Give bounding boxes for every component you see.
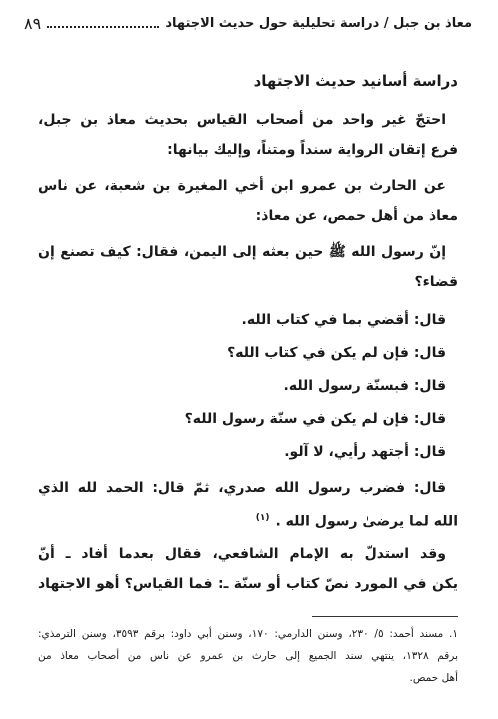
- paragraph-line: إنّ رسول الله ﷺ حين بعثه إلى اليمن، فقال: كيف تصنع إن: [38, 244, 446, 260]
- paragraph-line: وقد استدلّ به الإمام الشافعي، فقال بعدما أفاد ـ أنّ: [38, 546, 446, 562]
- paragraph-line: يكن في المورد نصّ كتاب أو سنّة ـ: فما القياس؟ أهو الاجتهاد: [38, 576, 458, 592]
- section-heading: دراسة أسانيد حديث الاجتهاد: [253, 72, 458, 90]
- footnote-line: ١. مسند أحمد: ٥/ ٢٣٠، وسنن الدارمي: ١٧٠، وسنن أبي داود: برقم ٣٥٩٣، وسنن الترمذي:: [38, 628, 458, 640]
- footnote-marker: (١): [255, 513, 270, 523]
- page-number: ٨٩: [24, 13, 42, 33]
- paragraph-line: قضاء؟: [414, 274, 458, 290]
- footnote-separator: [312, 616, 458, 617]
- paragraph-line: عن الحارث بن عمرو ابن أخي المغيرة بن شعبة، عن ناس: [38, 178, 446, 194]
- dialogue-line: قال: فإن لم يكن في سنّة رسول الله؟: [184, 411, 446, 427]
- dialogue-line: قال: أجتهد رأيي، لا آلو.: [284, 444, 446, 460]
- dialogue-line: قال: أقضي بما في كتاب الله.: [241, 312, 446, 328]
- dialogue-line: قال: فإن لم يكن في كتاب الله؟: [227, 345, 446, 361]
- paragraph-line: [38, 506, 458, 530]
- paragraph-text: الله لما يرضىٰ رسول الله .: [275, 513, 458, 530]
- footnote-line: برقم ١٣٢٨، ينتهي سند الجميع إلى حارث بن عمرو عن ناس من أصحاب معاذ من: [38, 650, 458, 662]
- running-title: معاذ بن جبل / دراسة تحليلية حول حديث الاجتهاد: [165, 15, 472, 31]
- paragraph-line: معاذ من أهل حمص، عن معاذ:: [255, 208, 458, 224]
- paragraph-line: قال: فضرب رسول الله صدري، ثمّ قال: الحمد لله الذي: [38, 480, 446, 496]
- paragraph-line: احتجّ غير واحد من أصحاب القياس بحديث معاذ بن جبل،: [38, 112, 446, 128]
- running-header: [24, 11, 472, 35]
- header-dotted-leader: [47, 18, 159, 28]
- footnote-line: أهل حمص.: [409, 672, 458, 684]
- paragraph-line: فرع إتقان الرواية سنداً ومتناً، وإليك بيانها:: [167, 142, 458, 158]
- dialogue-line: قال: فبسنّة رسول الله.: [283, 378, 446, 394]
